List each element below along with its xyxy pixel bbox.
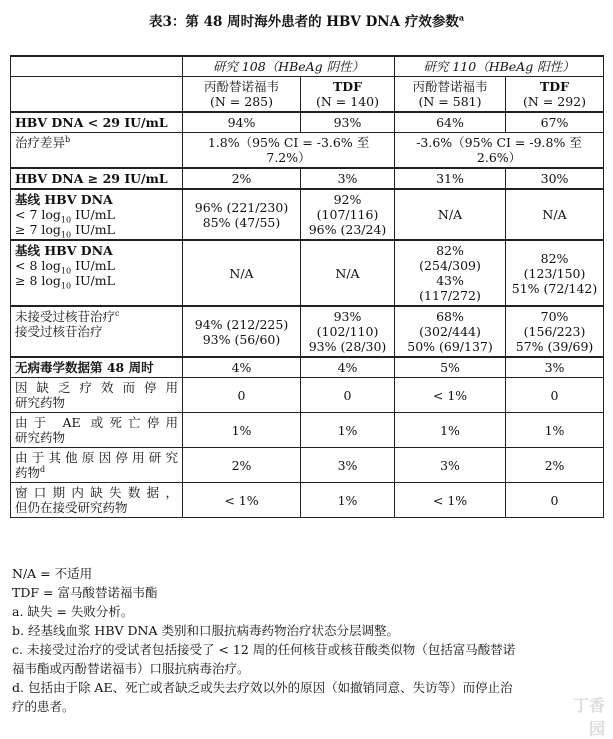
note-na: N/A = 不适用: [12, 566, 93, 581]
footnotes: [12, 564, 602, 716]
header-row-study: [11, 56, 604, 77]
row-missing-window: 窗口期内缺失数据， 但仍在接受研究药物 < 1% 1% < 1% 0: [11, 483, 604, 518]
row-nucleoside-status: 未接受过核苷治疗$^c$ 接受过核苷治疗 94% (212/225) 93% (56/60) 93% (102/110) 93% (28/30) 68% (302/444) 50% (69/137) 70% (156/223) 57% (39/69): [11, 306, 604, 357]
note-d: d. 包括由于除 AE、死亡或者缺乏或失去疗效以外的原因（如撤销同意、失访等）而停止治 疗的患者。: [12, 680, 513, 714]
note-a: a. 缺失 = 失败分析。: [12, 604, 134, 619]
row-other-reasons: 由于其他原因停用研究 药物$^d$ 2% 3% 3% 2%: [11, 448, 604, 483]
note-c: c. 未接受过治疗的受试者包括接受了 < 12 周的任何核苷或核苷酸类似物（包括富马酸替诺 福韦酯或丙酚替诺福韦）口服抗病毒治疗。: [12, 642, 516, 676]
row-baseline-8log: 基线 HBV DNA < 8 $\log_{10} IU/mL$ ≥ 8 $\log_{10} IU/mL$ N/A N/A 82% (254/309) 43% (117/272) 82% (123/150) 51% (72/142): [11, 240, 604, 306]
efficacy-table: [10, 55, 604, 518]
header-col2: TDF (N = 140): [301, 77, 395, 113]
row-treatment-difference: 治疗差异$^b$ 1.8%（95% CI = -3.6% 至 7.2%） -3.6%（95% CI = -9.8% 至 2.6%）: [11, 133, 604, 169]
row-hbv-ge29: HBV DNA ≥ 29 IU/mL 2% 3% 31% 30%: [11, 168, 604, 189]
row-ae-or-death: 由于 AE 或死亡停用 研究药物 1% 1% 1% 1%: [11, 413, 604, 448]
header-col4: TDF (N = 292): [506, 77, 604, 113]
header-col3: 丙酚替诺福韦 (N = 581): [395, 77, 506, 113]
row-no-virologic-data: 无病毒学数据第 48 周时 4% 4% 5% 3%: [11, 357, 604, 378]
header-col1: 丙酚替诺福韦 (N = 285): [183, 77, 301, 113]
note-tdf: TDF = 富马酸替诺福韦酯: [12, 585, 158, 600]
table-title: 表3：第 48 周时海外患者的 HBV DNA 疗效参数$^a$: [148, 12, 465, 30]
row-baseline-7log: 基线 HBV DNA < 7 $\log_{10} IU/mL$ ≥ 7 $\log_{10} IU/mL$ 96% (221/230) 85% (47/55) 92% (107/116) 96% (23/24) N/A N/A: [11, 189, 604, 240]
header-row-arms: [11, 77, 604, 113]
header-study110: 研究 110（HBeAg 阳性）: [395, 56, 604, 77]
header-study108: 研究 108（HBeAg 阴性）: [183, 56, 395, 77]
row-lack-of-efficacy: 因缺乏疗效而停用 研究药物 0 0 < 1% 0: [11, 378, 604, 413]
row-hbv-lt29: HBV DNA < 29 IU/mL 94% 93% 64% 67%: [11, 112, 604, 133]
note-b: b. 经基线血浆 HBV DNA 类别和口服抗病毒药物治疗状态分层调整。: [12, 623, 399, 638]
watermark: 丁香园: [572, 696, 605, 738]
